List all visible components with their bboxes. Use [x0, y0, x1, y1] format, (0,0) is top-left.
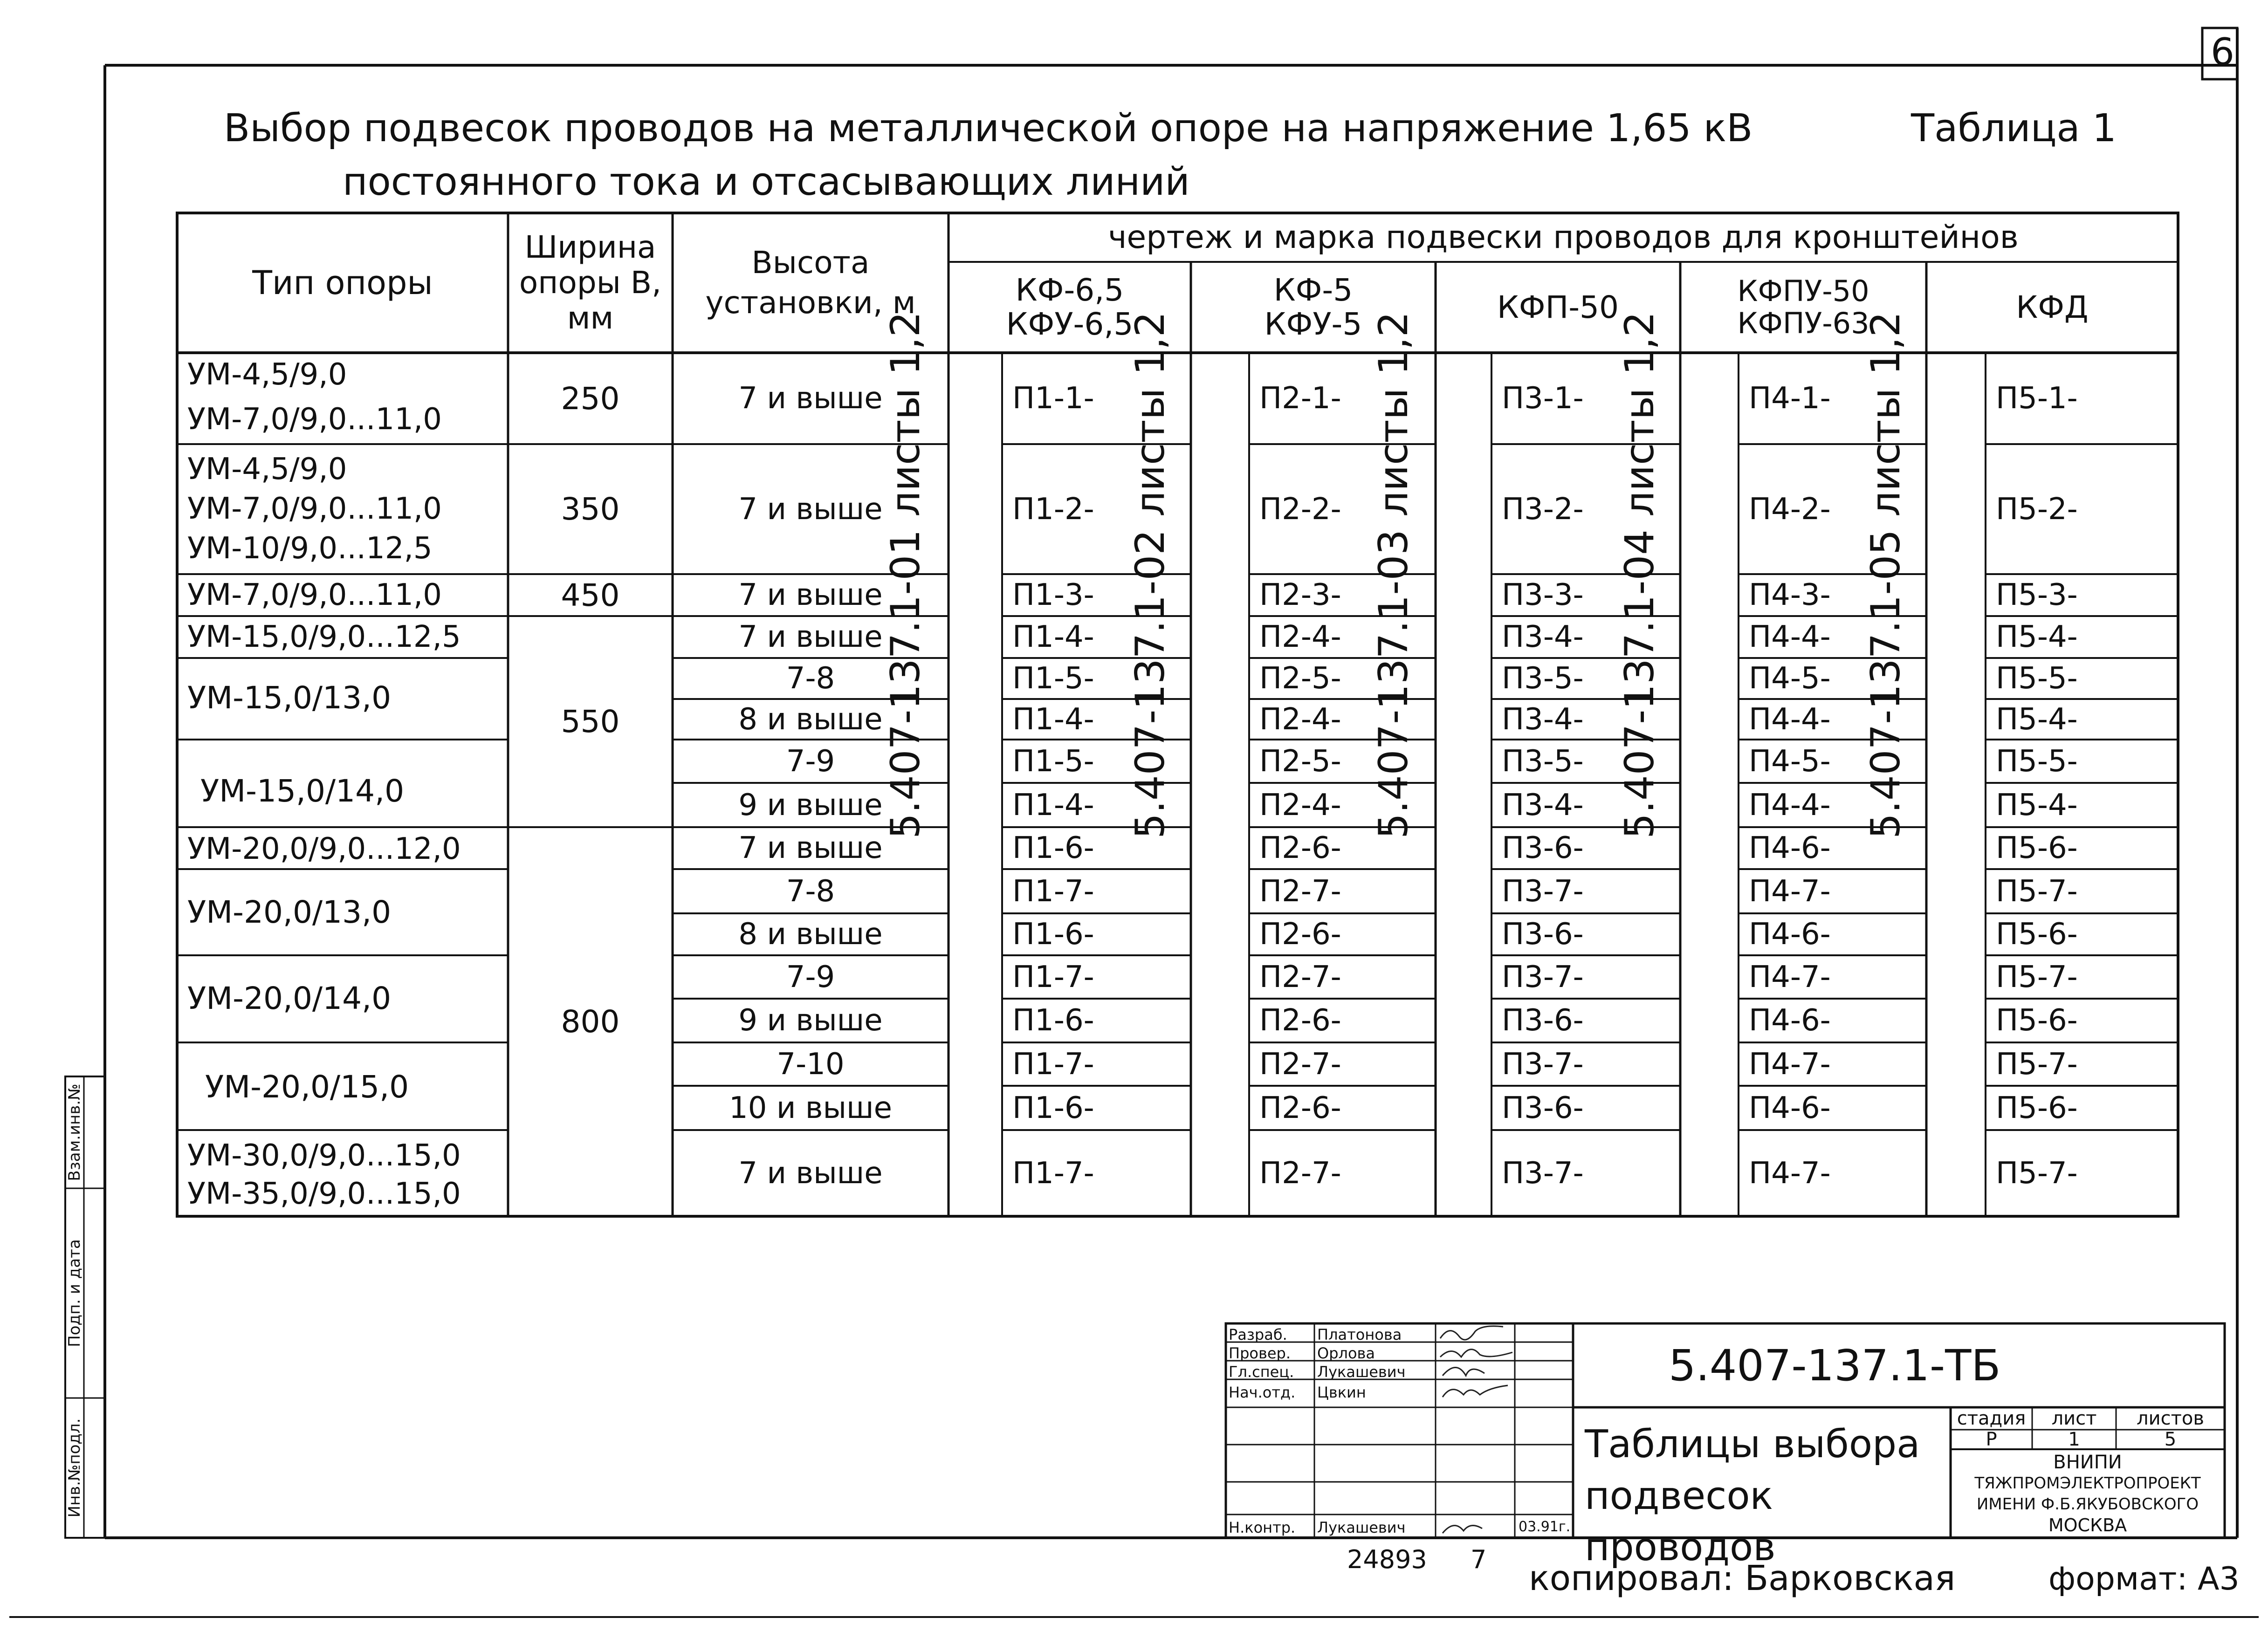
support-type: УМ-20,0/15,0	[205, 1069, 409, 1105]
hanger-code: П2-1-	[1259, 381, 1341, 416]
hanger-code: П1-3-	[1012, 578, 1094, 612]
hanger-code: П3-5-	[1502, 661, 1584, 696]
hanger-code: П3-2-	[1502, 492, 1584, 527]
support-type: УМ-7,0/9,0...11,0	[187, 492, 442, 526]
sheet-label: лист	[2051, 1408, 2097, 1429]
role-norm-control: Н.контр.	[1229, 1519, 1296, 1536]
install-height: 7-9	[786, 744, 835, 779]
hanger-code: П1-6-	[1012, 831, 1094, 865]
org-line-2: ТЯЖПРОМЭЛЕКТРОПРОЕКТ	[1974, 1473, 2201, 1493]
install-height: 7-10	[777, 1047, 845, 1082]
name-norm-control: Лукашевич	[1317, 1519, 1406, 1536]
copied-by: копировал: Барковская	[1529, 1558, 1956, 1598]
hanger-code: П3-6-	[1502, 917, 1584, 952]
hanger-code: П5-1-	[1996, 381, 2078, 416]
support-type: УМ-7,0/9,0...11,0	[187, 402, 442, 437]
side-stamp-sign-date: Подп. и дата	[65, 1239, 84, 1347]
role-developer: Разраб.	[1229, 1326, 1287, 1343]
hanger-code: П2-4-	[1259, 620, 1341, 654]
side-stamp-replace: Взам.инв.№	[65, 1083, 84, 1181]
signature-scribble	[1443, 1385, 1508, 1397]
drawing-number-5: 5.407-137.1-05 листы 1,2	[1863, 311, 1909, 839]
doc-number: 5.407-137.1-ТБ	[1669, 1341, 2001, 1391]
hanger-code: П4-6-	[1749, 831, 1831, 865]
stage-label: стадия	[1957, 1408, 2026, 1429]
support-width: 550	[561, 704, 620, 740]
hanger-code: П2-4-	[1259, 788, 1341, 822]
hanger-code: П5-4-	[1996, 788, 2078, 822]
header-bracket-4: КФПУ-50 КФПУ-63	[1737, 274, 1869, 340]
drawing-number-1: 5.407-137.1-01 листы 1,2	[882, 311, 929, 839]
hanger-code: П5-5-	[1996, 744, 2078, 779]
hanger-code: П3-6-	[1502, 1090, 1584, 1125]
install-height: 7 и выше	[738, 831, 883, 865]
header-bracket-2: КФ-5 КФУ-5	[1264, 272, 1362, 342]
support-width: 350	[561, 491, 620, 527]
hanger-code: П5-6-	[1996, 1090, 2078, 1125]
sheet-corner-number: 6	[2211, 30, 2234, 74]
name-developer: Платонова	[1317, 1326, 1402, 1343]
hanger-code: П3-3-	[1502, 578, 1584, 612]
hanger-code: П1-4-	[1012, 788, 1094, 822]
drawing-number-2: 5.407-137.1-02 листы 1,2	[1127, 311, 1174, 839]
hanger-code: П1-4-	[1012, 702, 1094, 737]
support-type: УМ-35,0/9,0...15,0	[187, 1177, 461, 1211]
install-height: 8 и выше	[738, 917, 883, 952]
support-type: УМ-4,5/9,0	[187, 357, 347, 392]
hanger-code: П1-5-	[1012, 744, 1094, 779]
support-type: УМ-30,0/9,0...15,0	[187, 1138, 461, 1173]
org-line-4: МОСКВА	[2048, 1514, 2127, 1535]
hanger-code: П5-6-	[1996, 1003, 2078, 1038]
role-chief-specialist: Гл.спец.	[1229, 1363, 1294, 1381]
sheets-value: 5	[2164, 1429, 2177, 1450]
hanger-code: П4-4-	[1749, 620, 1831, 654]
header-bracket-1: КФ-6,5 КФУ-6,5	[1006, 272, 1134, 342]
hanger-code: П1-5-	[1012, 661, 1094, 696]
hanger-code: П5-4-	[1996, 620, 2078, 654]
hanger-code: П2-2-	[1259, 492, 1341, 527]
drawing-number-3: 5.407-137.1-03 листы 1,2	[1370, 311, 1417, 839]
install-height: 9 и выше	[738, 1003, 883, 1038]
header-bracket-3: КФП-50	[1497, 289, 1619, 325]
hanger-code: П5-5-	[1996, 661, 2078, 696]
hanger-code: П1-6-	[1012, 917, 1094, 952]
signature-scribble	[1443, 1368, 1485, 1376]
date: 03.91г.	[1519, 1519, 1571, 1535]
hanger-code: П3-7-	[1502, 1047, 1584, 1082]
hanger-code: П3-5-	[1502, 744, 1584, 779]
hanger-code: П2-6-	[1259, 831, 1341, 865]
hanger-code: П2-4-	[1259, 702, 1341, 737]
hanger-code: П2-7-	[1259, 1047, 1341, 1082]
support-type: УМ-20,0/13,0	[187, 894, 392, 930]
hanger-code: П2-7-	[1259, 959, 1341, 994]
hanger-code: П4-7-	[1749, 1156, 1831, 1191]
signature-scribble	[1440, 1350, 1512, 1357]
support-width: 800	[561, 1004, 620, 1040]
role-department-head: Нач.отд.	[1229, 1384, 1296, 1401]
sheet-format: формат: А3	[2048, 1561, 2240, 1597]
header-height: Высота установки, м	[705, 245, 916, 321]
hanger-code: П1-7-	[1012, 1156, 1094, 1191]
hanger-code: П4-2-	[1749, 492, 1831, 527]
table-label: Таблица 1	[1911, 106, 2117, 151]
archive-number: 24893	[1347, 1545, 1427, 1574]
hanger-code: П2-6-	[1259, 1003, 1341, 1038]
name-checker: Орлова	[1317, 1344, 1375, 1362]
hanger-code: П3-4-	[1502, 788, 1584, 822]
role-checker: Провер.	[1229, 1344, 1291, 1362]
hanger-code: П2-7-	[1259, 1156, 1341, 1191]
support-type: УМ-10/9,0...12,5	[187, 531, 433, 566]
hanger-code: П3-7-	[1502, 1156, 1584, 1191]
hanger-code: П1-7-	[1012, 959, 1094, 994]
page-subtitle: постоянного тока и отсасывающих линий	[343, 160, 1190, 204]
signature-scribble	[1440, 1326, 1503, 1340]
support-type: УМ-7,0/9,0...11,0	[187, 578, 442, 612]
install-height: 7 и выше	[738, 620, 883, 654]
drawing-number-4: 5.407-137.1-04 листы 1,2	[1616, 311, 1663, 839]
hanger-code: П2-6-	[1259, 1090, 1341, 1125]
side-stamp-inv: Инв.№подл.	[65, 1418, 84, 1518]
hanger-code: П5-7-	[1996, 1047, 2078, 1082]
support-type: УМ-20,0/9,0...12,0	[187, 832, 461, 866]
hanger-code: П3-6-	[1502, 831, 1584, 865]
hanger-code: П5-7-	[1996, 1156, 2078, 1191]
hanger-code: П1-7-	[1012, 1047, 1094, 1082]
support-width: 250	[561, 380, 620, 417]
hanger-code: П3-1-	[1502, 381, 1584, 416]
org-line-1: ВНИПИ	[2053, 1451, 2122, 1473]
install-height: 7 и выше	[738, 492, 883, 527]
install-height: 7-9	[786, 959, 835, 994]
install-height: 7 и выше	[738, 381, 883, 416]
support-type: УМ-20,0/14,0	[187, 980, 392, 1016]
hanger-code: П1-6-	[1012, 1090, 1094, 1125]
name-department-head: Цвкин	[1317, 1384, 1366, 1401]
hanger-code: П5-3-	[1996, 578, 2078, 612]
install-height: 7-8	[786, 874, 835, 909]
hanger-code: П4-7-	[1749, 1047, 1831, 1082]
hanger-code: П3-6-	[1502, 1003, 1584, 1038]
doc-title: Таблицы выбора подвесок проводов	[1585, 1422, 1920, 1570]
hanger-code: П3-7-	[1502, 874, 1584, 909]
hanger-code: П5-4-	[1996, 702, 2078, 737]
hanger-code: П5-6-	[1996, 917, 2078, 952]
hanger-code: П1-4-	[1012, 620, 1094, 654]
hanger-code: П4-4-	[1749, 788, 1831, 822]
hanger-code: П4-5-	[1749, 744, 1831, 779]
hanger-code: П2-6-	[1259, 917, 1341, 952]
install-height: 7 и выше	[738, 1156, 883, 1191]
signature-scribble	[1443, 1526, 1482, 1533]
install-height: 7-8	[786, 661, 835, 696]
hanger-code: П4-5-	[1749, 661, 1831, 696]
hanger-code: П2-7-	[1259, 874, 1341, 909]
hanger-code: П4-1-	[1749, 381, 1831, 416]
stage-value: Р	[1986, 1429, 1997, 1450]
support-width: 450	[561, 577, 620, 613]
hanger-code: П4-3-	[1749, 578, 1831, 612]
support-type: УМ-4,5/9,0	[187, 452, 347, 487]
install-height: 8 и выше	[738, 702, 883, 737]
hanger-code: П1-6-	[1012, 1003, 1094, 1038]
name-chief-specialist: Лукашевич	[1317, 1363, 1406, 1381]
hanger-code: П4-4-	[1749, 702, 1831, 737]
hanger-code: П1-2-	[1012, 492, 1094, 527]
page-title: Выбор подвесок проводов на металлической опоре на напряжение 1,65 кВ	[224, 106, 1753, 151]
support-type: УМ-15,0/14,0	[200, 773, 405, 809]
hanger-code: П5-6-	[1996, 831, 2078, 865]
sheets-label: листов	[2137, 1408, 2204, 1429]
install-height: 7 и выше	[738, 578, 883, 612]
header-width: Ширина опоры В, мм	[519, 229, 662, 336]
org-line-3: ИМЕНИ Ф.Б.ЯКУБОВСКОГО	[1976, 1494, 2199, 1514]
hanger-code: П4-6-	[1749, 917, 1831, 952]
hanger-code: П3-4-	[1502, 620, 1584, 654]
hanger-code: П2-5-	[1259, 744, 1341, 779]
hanger-code: П5-7-	[1996, 874, 2078, 909]
hanger-code: П4-7-	[1749, 874, 1831, 909]
hanger-code: П2-5-	[1259, 661, 1341, 696]
support-type: УМ-15,0/9,0...12,5	[187, 620, 461, 654]
sheet-value: 1	[2068, 1429, 2080, 1450]
header-bracket-5: КФД	[2016, 289, 2089, 325]
install-height: 10 и выше	[729, 1090, 892, 1125]
install-height: 9 и выше	[738, 788, 883, 822]
hanger-code: П4-7-	[1749, 959, 1831, 994]
hanger-code: П4-6-	[1749, 1090, 1831, 1125]
hanger-code: П1-1-	[1012, 381, 1094, 416]
hanger-code: П3-4-	[1502, 702, 1584, 737]
hanger-code: П4-6-	[1749, 1003, 1831, 1038]
header-drawing-group: чертеж и марка подвески проводов для кронштейнов	[1108, 219, 2019, 256]
hanger-code: П5-7-	[1996, 959, 2078, 994]
copy-number: 7	[1471, 1545, 1487, 1574]
hanger-code: П3-7-	[1502, 959, 1584, 994]
hanger-code: П2-3-	[1259, 578, 1341, 612]
header-support-type: Тип опоры	[252, 264, 433, 302]
hanger-code: П5-2-	[1996, 492, 2078, 527]
support-type: УМ-15,0/13,0	[187, 680, 392, 716]
hanger-code: П1-7-	[1012, 874, 1094, 909]
